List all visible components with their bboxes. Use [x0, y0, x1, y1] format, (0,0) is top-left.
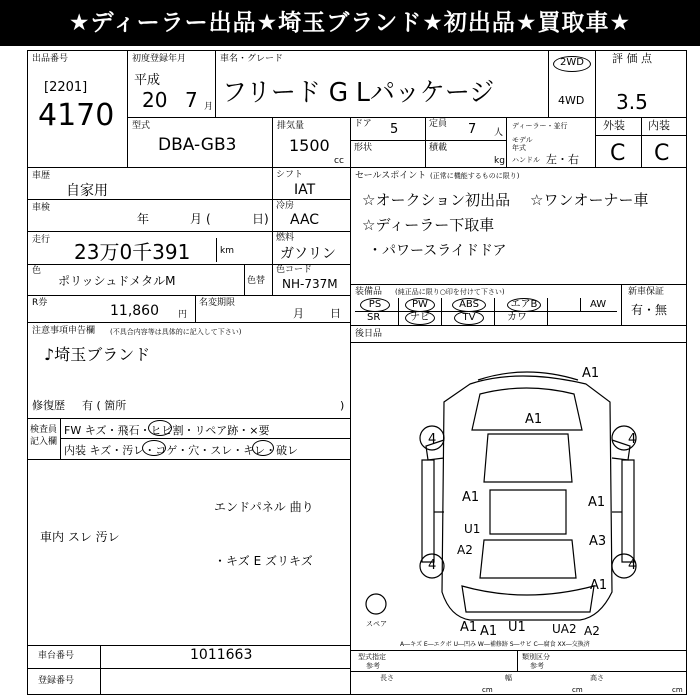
drive-4wd: 4WD — [558, 94, 585, 107]
inspection-month: 月 — [190, 212, 203, 226]
length-label: 長さ — [380, 674, 394, 682]
model-label: 型式 — [132, 121, 151, 131]
damage-mark-3: A1 — [462, 490, 480, 505]
inspector-row1: FW キズ・飛石・ヒビ割・リペア跡・×要 — [64, 424, 270, 437]
notes-value: ♪埼玉ブランド — [44, 345, 151, 364]
equip-label: 装備品 — [355, 287, 383, 297]
repair-close: ) — [340, 399, 345, 412]
vehicle-name-label: 車名・グレード — [220, 54, 284, 64]
registration-year: 20 — [142, 88, 168, 112]
lot-label: 出品番号 — [32, 54, 69, 64]
class-ref: 参考 — [530, 662, 544, 670]
capacity-unit: 人 — [494, 128, 504, 138]
height-label: 高さ — [590, 674, 604, 682]
color-value: ポリッシュドメタルM — [58, 274, 176, 288]
color-code: NH-737M — [282, 277, 338, 291]
doors-value: 5 — [390, 122, 399, 137]
damage-mark-14: 4 — [428, 432, 437, 447]
score-ext-label: 外装 — [603, 119, 625, 132]
equip-sr: SR — [367, 312, 381, 323]
doors-label: ドア — [354, 119, 372, 129]
damage-mark-9: A1 — [460, 620, 478, 635]
damage-mark-8: A3 — [589, 534, 607, 549]
damage-mark-6: U1 — [464, 522, 481, 536]
model-value: DBA-GB3 — [158, 135, 237, 155]
registration-month-unit: 月 — [204, 102, 214, 112]
equip-tv: TV — [454, 311, 484, 325]
inspector-circle-2 — [142, 440, 166, 456]
damage-mark-11: U1 — [508, 620, 526, 635]
mileage-label: 走行 — [32, 235, 51, 245]
sales-point-1: ☆オークション初出品 — [362, 191, 511, 209]
score-ext: C — [610, 141, 626, 166]
recycle-value: 11,860 — [110, 303, 159, 319]
chassis-label: 車台番号 — [38, 651, 75, 661]
damage-mark-12: UA2 — [552, 622, 577, 636]
name-change-day: 日 — [330, 307, 341, 320]
inspector-circle-3 — [252, 440, 274, 456]
dealer-year-label: モデル年式 — [512, 136, 533, 152]
damage-mark-15: 4 — [628, 432, 637, 447]
notes-sub: (不具合内容等は具体的に記入して下さい) — [110, 328, 242, 336]
style-ref: 参考 — [366, 662, 380, 670]
banner-title: ★ディーラー出品★埼玉ブランド★初出品★買取車★ — [0, 0, 700, 46]
inspection-label: 車検 — [32, 203, 51, 213]
equip-abs: ABS — [452, 298, 486, 312]
length-unit: cm — [482, 686, 493, 694]
repair-value: 有 ( 箇所 — [82, 399, 127, 412]
handwritten-line1: エンドパネル 曲り — [214, 500, 314, 514]
repair-label: 修復歴 — [32, 399, 65, 412]
inspection-year: 年 — [137, 212, 150, 226]
name-change-label: 名変期限 — [199, 298, 236, 308]
registration-era: 平成 — [134, 73, 161, 88]
sales-point-4: ・パワースライドドア — [368, 243, 507, 259]
name-change-month: 月 — [293, 307, 304, 320]
registration-month: 7 — [185, 88, 198, 112]
equip-sub: (純正品に限り○印を付けて下さい) — [395, 288, 505, 296]
load-label: 積載 — [429, 143, 448, 153]
recycle-label: R券 — [32, 298, 48, 308]
width-unit: cm — [572, 686, 583, 694]
displacement-label: 排気量 — [277, 121, 305, 131]
aircon-label: 冷房 — [276, 201, 295, 211]
vehicle-name-value: フリード G Lパッケージ — [222, 78, 495, 108]
inspector-label2: 記入欄 — [30, 437, 58, 447]
displacement-value: 1500 — [289, 136, 330, 155]
notes-label: 注意事項申告欄 — [32, 326, 96, 336]
equip-ps: PS — [360, 298, 390, 312]
registration-label: 初度登録年月 — [132, 54, 187, 64]
equip-pw: PW — [405, 298, 435, 312]
handwritten-line3: ・キズ E ズリキズ — [214, 554, 313, 568]
plate-label: 登録番号 — [38, 676, 75, 686]
inspector-row2: 内装 キズ・汚レ・コゲ・穴・スレ・キレ・破レ — [64, 444, 299, 457]
capacity-value: 7 — [468, 122, 477, 137]
shape-label: 形状 — [354, 143, 373, 153]
score-int-label: 内装 — [648, 119, 670, 132]
sales-label: セールスポイント — [355, 171, 427, 181]
chassis-value: 1011663 — [190, 647, 253, 663]
color-label: 色 — [32, 266, 42, 276]
style-label: 型式指定 — [358, 653, 386, 661]
car-diagram — [350, 342, 687, 642]
inspector-label: 検査員 — [30, 425, 58, 435]
late-receipt-label: 後日品 — [355, 329, 383, 339]
aircon-value: AAC — [290, 212, 320, 228]
equip-airbag: エアB — [507, 298, 541, 312]
damage-mark-1: A1 — [582, 366, 600, 381]
inspection-day: 日 — [252, 212, 265, 226]
shift-label: シフト — [276, 170, 304, 180]
dealer-label: ディーラー・並行 — [512, 122, 568, 130]
new-car-value: 有・無 — [631, 303, 668, 317]
sales-point-2: ☆ワンオーナー車 — [530, 191, 649, 209]
mileage-value: 23万0千391 — [74, 240, 191, 264]
damage-mark-5: A1 — [590, 578, 608, 593]
drive-2wd: 2WD — [553, 56, 591, 72]
displacement-unit: cc — [334, 156, 344, 166]
sales-sub: (正常に機能するものに限り) — [430, 172, 520, 180]
equip-aw: AW — [590, 299, 607, 310]
damage-mark-10: A1 — [480, 624, 498, 639]
usage-label: 車歴 — [32, 171, 51, 181]
shift-value: IAT — [294, 182, 316, 198]
color-code-label: 色コード — [276, 265, 313, 275]
equip-navi: ナビ — [405, 311, 435, 325]
recycle-unit: 円 — [178, 310, 188, 320]
damage-mark-7: A2 — [457, 543, 473, 557]
width-label: 幅 — [505, 674, 512, 682]
new-car-label: 新車保証 — [628, 287, 665, 297]
score-label: 評 価 点 — [612, 52, 652, 65]
lot-number: 4170 — [38, 98, 115, 133]
fuel-value: ガソリン — [280, 246, 336, 262]
handwritten-line2: 車内 スレ 汚レ — [40, 530, 120, 544]
handle-label: ハンドル — [512, 156, 540, 164]
equip-leather: カワ — [507, 312, 527, 323]
sales-point-3: ☆ディーラー下取車 — [362, 216, 495, 234]
damage-mark-17: 4 — [628, 558, 637, 573]
damage-mark-16: 4 — [428, 558, 437, 573]
load-unit: kg — [494, 156, 505, 166]
inspector-circle-1 — [148, 420, 172, 436]
lot-ref: [2201] — [44, 80, 88, 95]
color-change-label: 色替 — [247, 276, 266, 286]
damage-mark-4: A1 — [588, 495, 606, 510]
capacity-label: 定員 — [429, 119, 448, 129]
spare-label: スペア — [366, 620, 387, 628]
handle-value: 左・右 — [546, 153, 579, 166]
score-value: 3.5 — [616, 90, 648, 114]
mileage-unit: km — [220, 246, 234, 256]
damage-mark-2: A1 — [525, 412, 543, 427]
damage-mark-13: A2 — [584, 624, 600, 638]
height-unit: cm — [672, 686, 683, 694]
diagram-legend: A―キズ E―エクボ U―凹み W―補修跡 S―サビ C―腐食 XX―交換済 — [400, 641, 590, 648]
class-label: 類別区分 — [522, 653, 550, 661]
usage-value: 自家用 — [66, 183, 108, 199]
score-int: C — [654, 141, 670, 166]
fuel-label: 燃料 — [276, 233, 295, 243]
